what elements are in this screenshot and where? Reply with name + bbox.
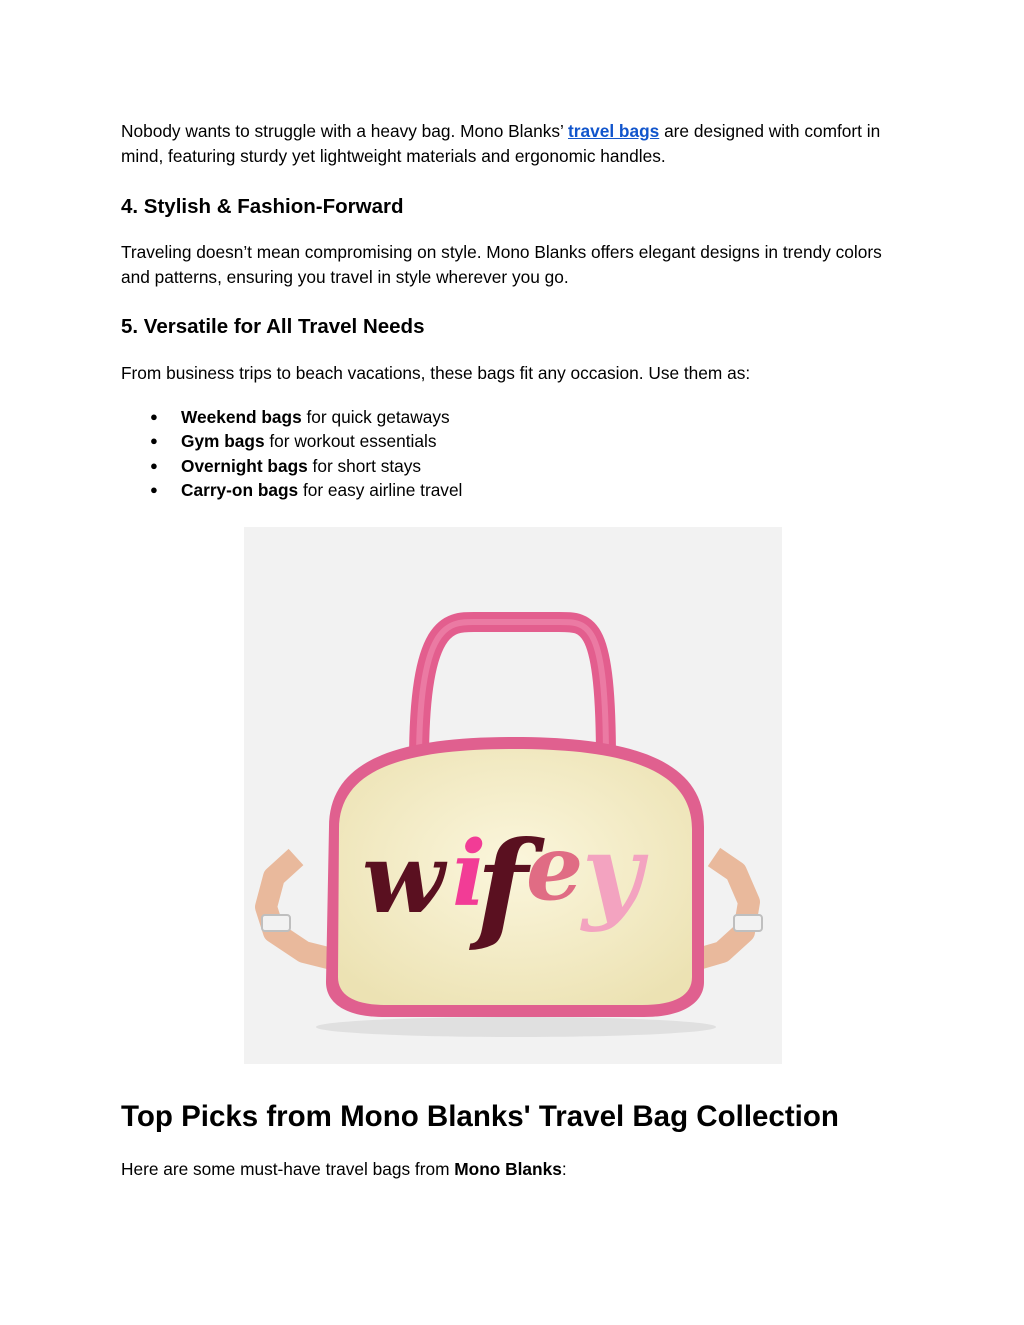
list-item-bold: Overnight bags — [181, 455, 308, 476]
wifey-travel-bag-image — [244, 527, 782, 1064]
letter-e: e — [526, 815, 584, 921]
top-picks-intro-colon: : — [561, 1159, 567, 1179]
bag-illustration — [244, 527, 782, 1064]
letter-f: f — [476, 815, 528, 956]
intro-text-before-link: Nobody wants to struggle with a heavy bag. Mono Blanks’ — [121, 121, 569, 141]
travel-bags-link[interactable]: travel bags — [568, 121, 660, 141]
list-item — [121, 478, 462, 502]
list-item-bold: Gym bags — [181, 431, 265, 452]
section-4-paragraph: Traveling doesn’t mean compromising on style. Mono Blanks offers elegant designs in trendy colors and patterns, ensuring you travel in style wherever you go. — [121, 242, 882, 287]
list-item-text: for workout essentials — [264, 431, 437, 452]
strap-buckle-right — [734, 915, 762, 931]
list-item — [121, 405, 462, 429]
list-item-text: for short stays — [307, 455, 422, 476]
bag-shadow — [316, 1017, 716, 1037]
bullet-icon: ● — [150, 409, 158, 424]
top-picks-intro-text: Here are some must-have travel bags from — [121, 1159, 455, 1179]
section-5-heading: 5. Versatile for All Travel Needs — [121, 315, 425, 338]
bag-uses-list — [121, 405, 462, 502]
bullet-icon: ● — [150, 457, 158, 473]
section-5-paragraph: From business trips to beach vacations, these bags fit any occasion. Use them as: — [121, 363, 751, 383]
letter-y: y — [582, 811, 643, 934]
letter-w: w — [362, 822, 445, 935]
list-item — [121, 429, 462, 453]
strap-buckle-left — [262, 915, 290, 931]
intro-text-after-link: are designed with comfort in mind, featuring sturdy yet lightweight materials and ergonomic handles. — [121, 121, 881, 166]
list-item-text: for quick getaways — [301, 407, 450, 427]
top-picks-intro — [121, 1157, 567, 1182]
intro-paragraph — [121, 119, 901, 168]
bullet-icon: ● — [150, 433, 158, 449]
top-picks-heading: Top Picks from Mono Blanks' Travel Bag Collection — [121, 1100, 839, 1133]
list-item-text: for easy airline travel — [298, 479, 463, 500]
section-4-heading: 4. Stylish & Fashion-Forward — [121, 195, 404, 218]
list-item-bold: Weekend bags — [181, 407, 302, 427]
brand-name: Mono Blanks — [454, 1159, 562, 1179]
list-item-bold: Carry-on bags — [181, 479, 299, 500]
letter-i: i — [452, 821, 487, 927]
bullet-icon: ● — [150, 481, 158, 497]
list-item — [121, 454, 462, 478]
